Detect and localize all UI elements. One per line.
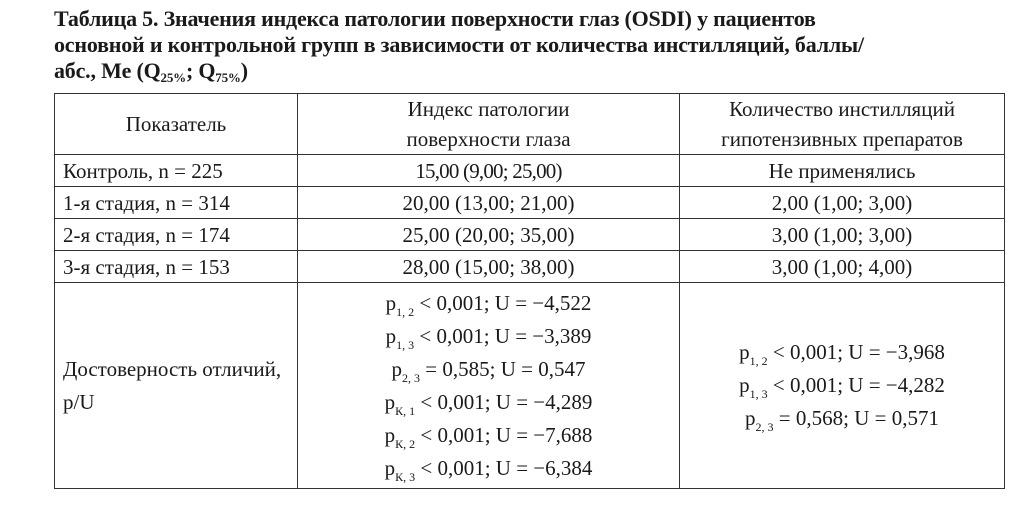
table-header-row xyxy=(55,94,1005,155)
stat-subscript: 1, 2 xyxy=(396,304,415,319)
header-osdi-line-2: поверхности глаза xyxy=(406,127,571,151)
stat-text: < 0,001; U = −6,384 xyxy=(415,455,593,480)
significance-instillations-cell xyxy=(680,283,1005,489)
row-osdi-value: 28,00 (15,00; 38,00) xyxy=(298,251,680,283)
stat-p: p xyxy=(384,455,396,480)
stat-subscript: 1, 3 xyxy=(749,387,768,401)
row-osdi-value: 25,00 (20,00; 35,00) xyxy=(298,219,680,251)
stat-line xyxy=(298,419,679,452)
row-label: Контроль, n = 225 xyxy=(55,155,298,187)
significance-label xyxy=(55,283,298,489)
header-instillations xyxy=(680,94,1005,155)
caption-line-3 xyxy=(54,58,1004,84)
caption-line-2: основной и контрольной групп в зависимости от количества инстилляций, баллы/ xyxy=(54,32,864,57)
stat-subscript: 1, 3 xyxy=(396,337,415,352)
stat-subscript: 1, 2 xyxy=(749,354,768,368)
osdi-table xyxy=(54,93,1005,489)
significance-label-line-2: p/U xyxy=(63,389,95,414)
stat-subscript: 2, 3 xyxy=(402,370,421,385)
row-instillations-value: 3,00 (1,00; 3,00) xyxy=(680,219,1005,251)
table-row-stage-2 xyxy=(55,219,1005,251)
stat-text: < 0,001; U = −3,968 xyxy=(767,340,945,364)
stat-subscript: К, 1 xyxy=(395,403,416,418)
stat-subscript: 2, 3 xyxy=(755,420,774,434)
stat-text: < 0,001; U = −4,289 xyxy=(415,389,593,414)
row-label: 1-я стадия, n = 314 xyxy=(55,187,298,219)
stat-line xyxy=(298,320,679,353)
header-osdi xyxy=(298,94,680,155)
stat-text: < 0,001; U = −3,389 xyxy=(414,323,592,348)
stat-p: p xyxy=(385,323,397,348)
row-instillations-value: Не применялись xyxy=(680,155,1005,187)
caption-line-1: Таблица 5. Значения индекса патологии поверхности глаз (OSDI) у пациентов xyxy=(54,6,816,31)
row-osdi-value: 20,00 (13,00; 21,00) xyxy=(298,187,680,219)
row-instillations-value: 2,00 (1,00; 3,00) xyxy=(680,187,1005,219)
caption-q1-subscript: 25% xyxy=(160,70,186,85)
stat-subscript: К, 2 xyxy=(395,436,416,451)
stat-p: p xyxy=(384,389,396,414)
stat-p: p xyxy=(739,340,750,364)
caption-separator: ; Q xyxy=(185,58,216,83)
stat-line xyxy=(680,369,1004,402)
stat-line xyxy=(680,336,1004,369)
row-osdi-value: 15,00 (9,00; 25,00) xyxy=(298,155,680,187)
row-label: 2-я стадия, n = 174 xyxy=(55,219,298,251)
stat-line xyxy=(680,402,1004,435)
row-label: 3-я стадия, n = 153 xyxy=(55,251,298,283)
stat-p: p xyxy=(385,290,397,315)
header-instillations-line-1: Количество инстилляций xyxy=(729,97,955,121)
stat-p: p xyxy=(739,373,750,397)
caption-q3-subscript: 75% xyxy=(215,70,241,85)
stat-text: = 0,585; U = 0,547 xyxy=(420,356,586,381)
table-row-stage-3 xyxy=(55,251,1005,283)
header-instillations-line-2: гипотензивных препаратов xyxy=(721,127,963,151)
stat-line xyxy=(298,287,679,320)
stat-p: p xyxy=(745,406,756,430)
row-instillations-value: 3,00 (1,00; 4,00) xyxy=(680,251,1005,283)
stat-subscript: К, 3 xyxy=(395,469,416,484)
stat-text: < 0,001; U = −4,522 xyxy=(414,290,592,315)
caption-line-3-prefix: абс., Me (Q xyxy=(54,58,161,83)
table-row-control xyxy=(55,155,1005,187)
stat-p: p xyxy=(391,356,403,381)
header-indicator: Показатель xyxy=(55,94,298,155)
stat-line xyxy=(298,452,679,485)
stat-line xyxy=(298,353,679,386)
table-caption xyxy=(54,6,1004,84)
header-osdi-line-1: Индекс патологии xyxy=(407,97,570,121)
significance-osdi-cell xyxy=(298,283,680,489)
stat-p: p xyxy=(384,422,396,447)
significance-label-line-1: Достоверность отличий, xyxy=(63,356,282,381)
table-row-stage-1 xyxy=(55,187,1005,219)
table-row-significance xyxy=(55,283,1005,489)
stat-line xyxy=(298,386,679,419)
caption-line-3-suffix: ) xyxy=(240,58,248,83)
stat-text: = 0,568; U = 0,571 xyxy=(773,406,939,430)
stat-text: < 0,001; U = −7,688 xyxy=(415,422,593,447)
stat-text: < 0,001; U = −4,282 xyxy=(767,373,945,397)
